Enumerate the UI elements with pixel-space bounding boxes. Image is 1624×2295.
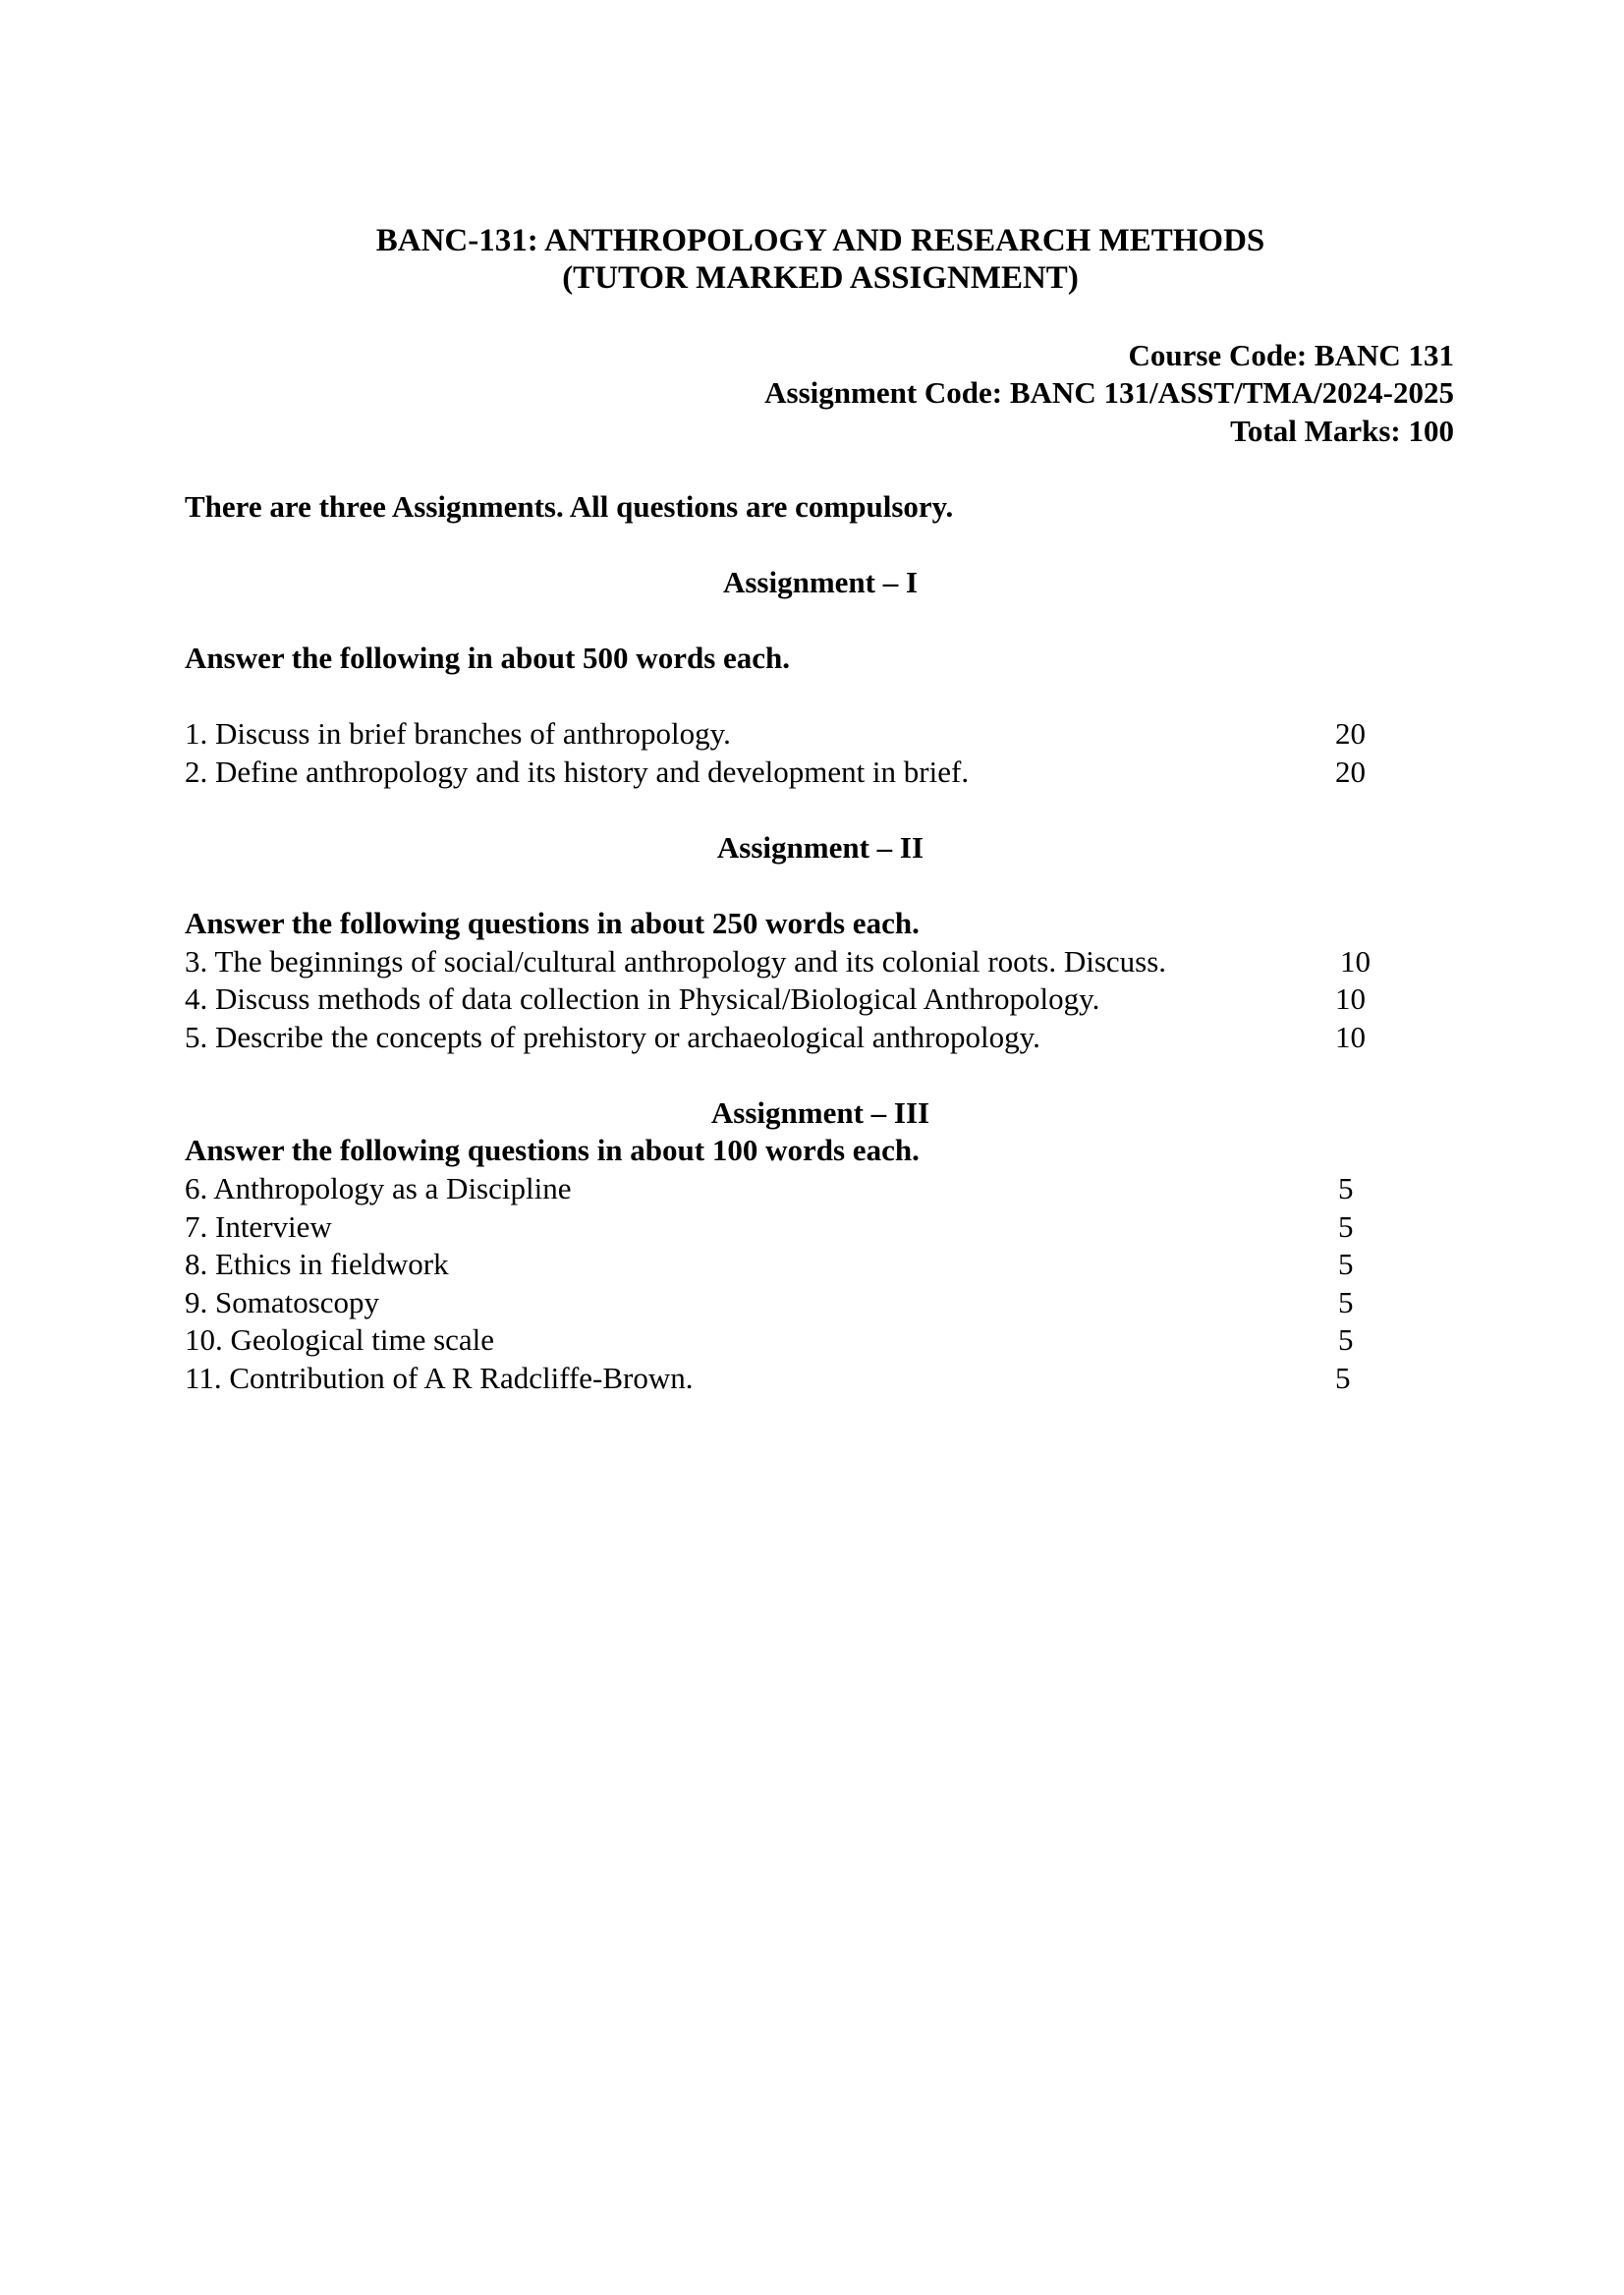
question-marks: 5: [1338, 1322, 1354, 1357]
assignment-instruction-1: Answer the following in about 500 words each.: [185, 641, 791, 675]
assignment-instruction-2: Answer the following questions in about 250 words each.: [185, 906, 920, 940]
question-marks: 5: [1338, 1171, 1354, 1205]
question-marks: 10: [1335, 981, 1366, 1016]
question-marks: 20: [1335, 755, 1366, 789]
question-text: 6. Anthropology as a Discipline: [185, 1171, 572, 1205]
general-instruction: There are three Assignments. All questions are compulsory.: [185, 489, 954, 524]
question-text: 2. Define anthropology and its history and development in brief.: [185, 755, 970, 789]
question-marks: 5: [1335, 1361, 1351, 1395]
document-title-line1: BANC-131: ANTHROPOLOGY AND RESEARCH METHODS: [375, 223, 1265, 258]
question-marks: 5: [1338, 1247, 1354, 1281]
question-text: 4. Discuss methods of data collection in Physical/Biological Anthropology.: [185, 981, 1100, 1016]
question-marks: 10: [1335, 1020, 1366, 1054]
assignment-instruction-3: Answer the following questions in about 100 words each.: [185, 1133, 920, 1167]
total-marks: Total Marks: 100: [1230, 414, 1454, 448]
question-text: 8. Ethics in fieldwork: [185, 1247, 449, 1281]
document-title-line2: (TUTOR MARKED ASSIGNMENT): [562, 260, 1079, 296]
question-text: 7. Interview: [185, 1209, 332, 1244]
assignment-code: Assignment Code: BANC 131/ASST/TMA/2024-2025: [764, 375, 1454, 410]
course-code: Course Code: BANC 131: [1128, 338, 1454, 372]
assignment-heading-1: Assignment – I: [722, 565, 919, 599]
question-marks: 5: [1338, 1285, 1354, 1319]
question-text: 1. Discuss in brief branches of anthropology.: [185, 716, 731, 751]
question-marks: 10: [1340, 944, 1371, 979]
question-text: 11. Contribution of A R Radcliffe-Brown.: [185, 1361, 694, 1395]
assignment-heading-3: Assignment – III: [710, 1095, 930, 1130]
question-marks: 5: [1338, 1209, 1354, 1244]
question-marks: 20: [1335, 716, 1366, 751]
question-text: 3. The beginnings of social/cultural anthropology and its colonial roots. Discuss.: [185, 944, 1167, 979]
assignment-heading-2: Assignment – II: [716, 830, 924, 865]
question-text: 10. Geological time scale: [185, 1322, 495, 1357]
question-text: 5. Describe the concepts of prehistory or archaeological anthropology.: [185, 1020, 1040, 1054]
question-text: 9. Somatoscopy: [185, 1285, 380, 1319]
